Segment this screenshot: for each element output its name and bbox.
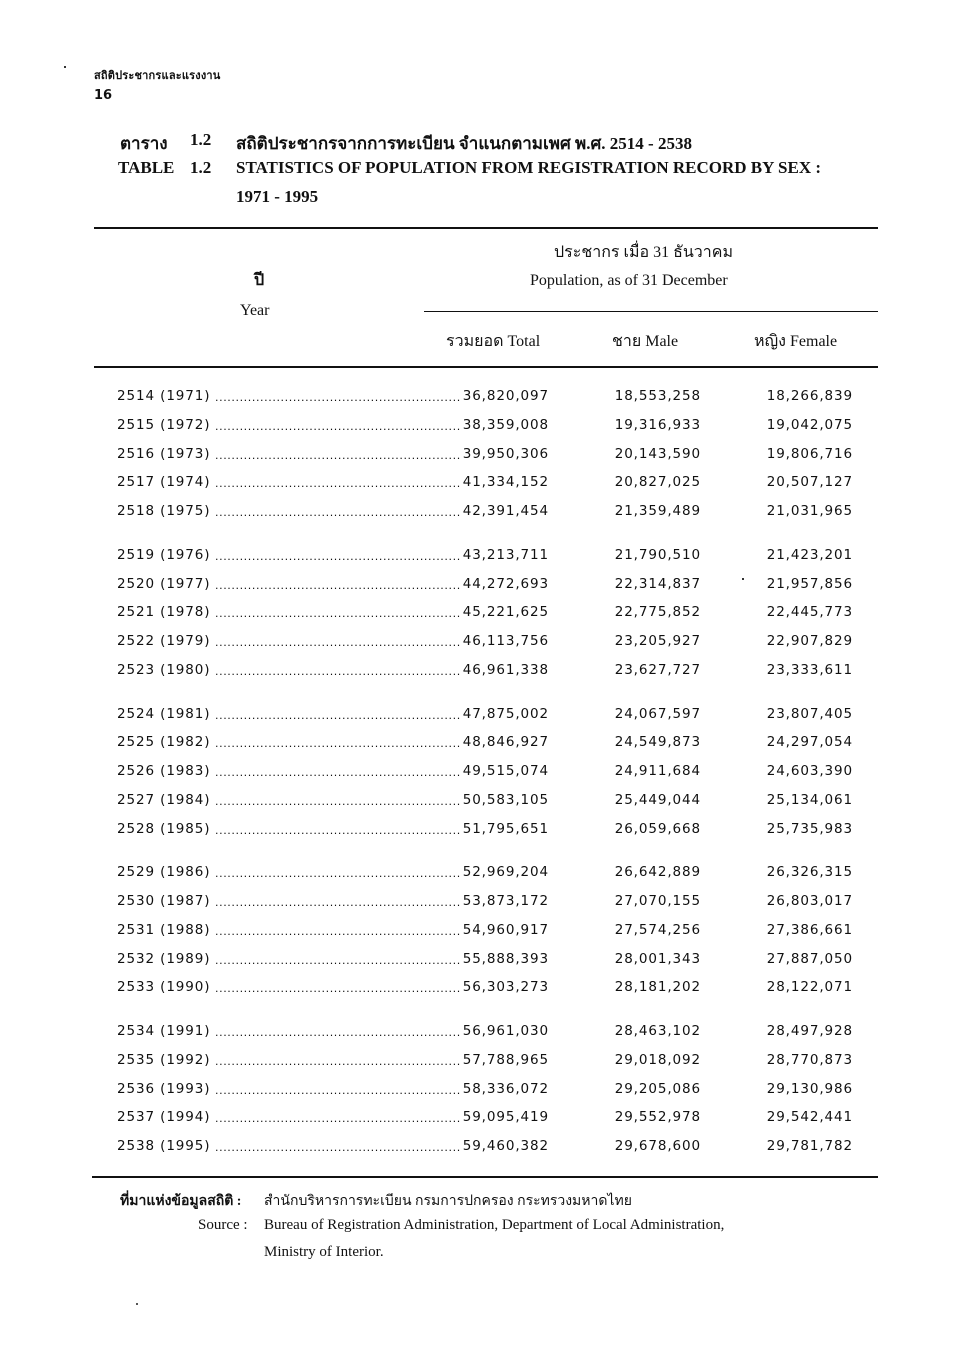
female-cell: 19,806,716 [766,445,853,462]
group-header-thai: ประชากร เมื่อ 31 ธันวาคม [554,244,734,261]
leader-dots: ............................................................ [215,578,461,592]
row-year: 2520 (1977) [117,575,211,592]
total-cell: 57,788,965 [462,1051,549,1068]
male-cell: 27,070,155 [614,893,701,909]
scan-speck [742,578,744,580]
source-label: Source : [198,1217,248,1233]
row-year: 2525 (1982) [117,734,211,751]
leader-dots: ............................................................ [215,953,461,967]
male-cell: 22,775,852 [614,604,701,621]
female-cell: 18,266,839 [766,388,853,404]
leader-dots: ............................................................ [215,708,461,722]
row-year: 2534 (1991) [117,1023,211,1039]
male-cell: 20,827,025 [614,474,701,491]
leader-dots: ............................................................ [215,1141,461,1154]
male-cell: 24,911,684 [614,763,701,779]
male-cell: 19,316,933 [614,416,701,433]
leader-dots: ............................................................ [215,636,461,649]
total-cell: 45,221,625 [462,604,549,621]
leader-dots: ............................................................ [215,419,461,433]
running-header: สถิติประชากรและแรงงาน [94,69,221,82]
total-column-header: รวมยอด Total [446,333,541,350]
female-column-header: หญิง Female [754,333,838,350]
female-cell: 23,333,611 [766,661,853,678]
title-thai-label: ตาราง [120,134,168,153]
male-cell: 27,574,256 [614,921,701,938]
scan-speck [136,1303,138,1305]
row-year: 2522 (1979) [117,633,211,649]
row-year: 2529 (1986) [117,864,211,881]
male-cell: 20,143,590 [614,445,701,462]
female-cell: 29,130,986 [766,1080,853,1097]
leader-dots: ............................................................ [215,867,461,881]
leader-dots: ............................................................ [215,391,461,404]
male-cell: 28,001,343 [614,950,701,967]
female-cell: 19,042,075 [766,416,853,433]
female-cell: 29,781,782 [766,1138,853,1154]
female-cell: 23,807,405 [766,705,853,722]
title-thai-text: สถิติประชากรจากการทะเบียน จำแนกตามเพศ พ.ศ. 2514 - 2538 [236,134,692,153]
row-year: 2526 (1983) [117,763,211,779]
title-en-text-line1: STATISTICS OF POPULATION FROM REGISTRATION RECORD BY SEX : [236,158,822,177]
male-cell: 29,205,086 [614,1080,701,1097]
row-year: 2528 (1985) [117,820,211,837]
source-thai-label: ที่มาแห่งข้อมูลสถิติ : [120,1194,242,1209]
row-year: 2535 (1992) [117,1051,211,1068]
male-cell: 28,463,102 [614,1023,701,1039]
total-cell: 47,875,002 [462,705,549,722]
total-cell: 52,969,204 [462,864,549,881]
total-cell: 56,303,273 [462,979,549,996]
table-bottom-rule [92,1176,878,1178]
leader-dots: ............................................................ [215,1112,461,1126]
page-number: 16 [94,88,113,103]
source-thai-text: สำนักบริหารการทะเบียน กรมการปกครอง กระทรวงมหาดไทย [264,1194,632,1209]
total-cell: 51,795,651 [462,820,549,837]
female-cell: 24,603,390 [766,763,853,779]
female-cell: 21,031,965 [766,503,853,519]
male-cell: 22,314,837 [614,575,701,592]
leader-dots: ............................................................ [215,549,461,563]
leader-dots: ............................................................ [215,823,461,837]
total-cell: 46,113,756 [462,633,549,649]
male-cell: 21,790,510 [614,546,701,563]
total-cell: 53,873,172 [462,893,549,909]
male-cell: 24,549,873 [614,734,701,751]
leader-dots: ............................................................ [215,506,461,519]
male-cell: 25,449,044 [614,791,701,808]
leader-dots: ............................................................ [215,477,461,491]
total-cell: 41,334,152 [462,474,549,491]
source-text-line1: Bureau of Registration Administration, Department of Local Administration, [264,1217,725,1233]
row-year: 2533 (1990) [117,979,211,996]
total-cell: 59,460,382 [462,1138,549,1154]
male-cell: 26,642,889 [614,864,701,881]
row-year: 2530 (1987) [117,893,211,909]
male-cell: 23,627,727 [614,661,701,678]
female-cell: 29,542,441 [766,1109,853,1126]
row-year: 2514 (1971) [117,388,211,404]
row-year: 2527 (1984) [117,791,211,808]
leader-dots: ............................................................ [215,448,461,462]
row-year: 2521 (1978) [117,604,211,621]
female-cell: 22,445,773 [766,604,853,621]
title-thai-number: 1.2 [190,130,212,149]
row-year: 2536 (1993) [117,1080,211,1097]
total-cell: 58,336,072 [462,1080,549,1097]
male-cell: 28,181,202 [614,979,701,996]
leader-dots: ............................................................ [215,664,461,678]
leader-dots: ............................................................ [215,794,461,808]
title-en-text-line2: 1971 - 1995 [236,187,319,206]
scan-speck [64,66,66,68]
row-year: 2517 (1974) [117,474,211,491]
total-cell: 43,213,711 [462,546,549,563]
total-cell: 54,960,917 [462,921,549,938]
title-en-number: 1.2 [190,158,212,177]
leader-dots: ............................................................ [215,737,461,751]
total-cell: 36,820,097 [462,388,549,404]
female-cell: 27,386,661 [766,921,853,938]
row-year: 2538 (1995) [117,1138,211,1154]
leader-dots: ............................................................ [215,896,461,909]
header-bottom-rule [94,366,878,368]
total-cell: 48,846,927 [462,734,549,751]
leader-dots: ............................................................ [215,1054,461,1068]
row-year: 2518 (1975) [117,503,211,519]
female-cell: 26,326,315 [766,864,853,881]
row-year: 2523 (1980) [117,661,211,678]
year-header-thai: ปี [254,272,265,289]
group-header-rule [424,311,878,312]
year-header: Year [240,302,270,319]
female-cell: 26,803,017 [766,893,853,909]
female-cell: 20,507,127 [766,474,853,491]
female-cell: 21,957,856 [766,575,853,592]
male-cell: 29,678,600 [614,1138,701,1154]
leader-dots: ............................................................ [215,924,461,938]
leader-dots: ............................................................ [215,1026,461,1039]
female-cell: 22,907,829 [766,633,853,649]
row-year: 2537 (1994) [117,1109,211,1126]
total-cell: 56,961,030 [462,1023,549,1039]
male-cell: 18,553,258 [614,388,701,404]
row-year: 2515 (1972) [117,416,211,433]
total-cell: 49,515,074 [462,763,549,779]
total-cell: 38,359,008 [462,416,549,433]
total-cell: 39,950,306 [462,445,549,462]
male-cell: 29,018,092 [614,1051,701,1068]
female-cell: 28,770,873 [766,1051,853,1068]
male-cell: 26,059,668 [614,820,701,837]
source-text-line2: Ministry of Interior. [264,1244,384,1260]
total-cell: 42,391,454 [462,503,549,519]
female-cell: 25,134,061 [766,791,853,808]
male-cell: 23,205,927 [614,633,701,649]
male-cell: 24,067,597 [614,705,701,722]
leader-dots: ............................................................ [215,766,461,779]
total-cell: 55,888,393 [462,950,549,967]
row-year: 2532 (1989) [117,950,211,967]
total-cell: 44,272,693 [462,575,549,592]
male-cell: 21,359,489 [614,503,701,519]
total-cell: 59,095,419 [462,1109,549,1126]
row-year: 2531 (1988) [117,921,211,938]
group-header: Population, as of 31 December [530,272,728,289]
row-year: 2516 (1973) [117,445,211,462]
total-cell: 50,583,105 [462,791,549,808]
female-cell: 27,887,050 [766,950,853,967]
female-cell: 24,297,054 [766,734,853,751]
female-cell: 28,497,928 [766,1023,853,1039]
title-en-label: TABLE [118,158,175,177]
female-cell: 25,735,983 [766,820,853,837]
leader-dots: ............................................................ [215,982,461,996]
male-column-header: ชาย Male [612,333,679,350]
row-year: 2519 (1976) [117,546,211,563]
row-year: 2524 (1981) [117,705,211,722]
female-cell: 28,122,071 [766,979,853,996]
total-cell: 46,961,338 [462,661,549,678]
female-cell: 21,423,201 [766,546,853,563]
table-top-rule [94,227,878,229]
male-cell: 29,552,978 [614,1109,701,1126]
leader-dots: ............................................................ [215,607,461,621]
leader-dots: ............................................................ [215,1083,461,1097]
